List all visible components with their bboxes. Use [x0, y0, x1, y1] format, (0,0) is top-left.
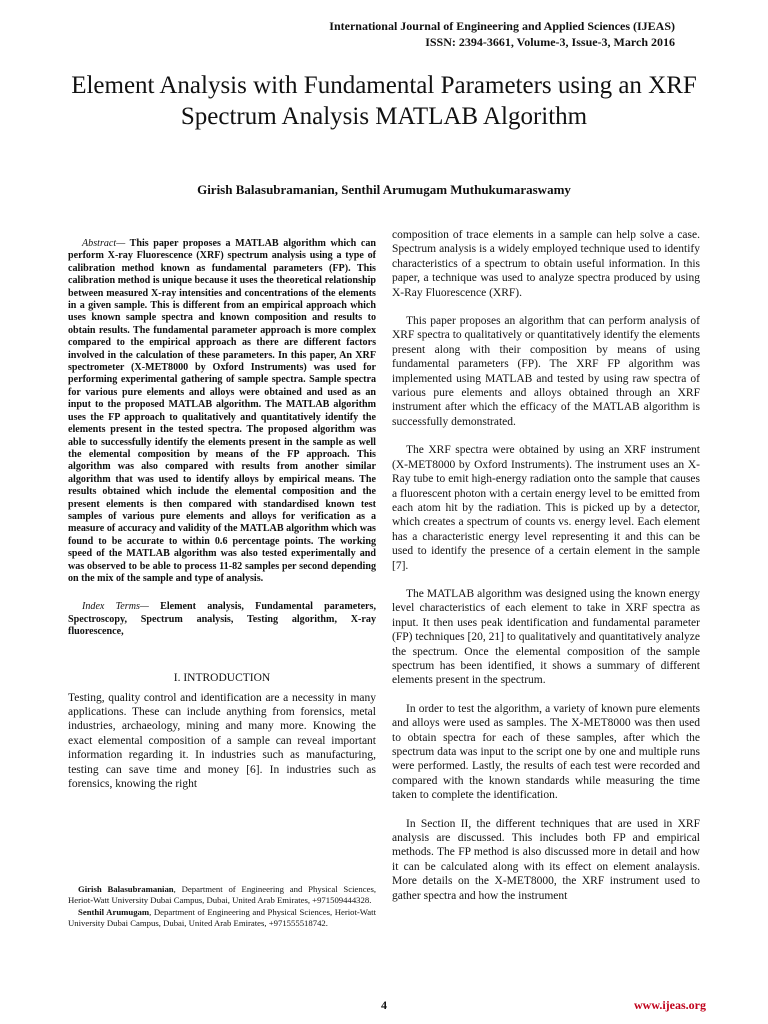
journal-name: International Journal of Engineering and Applied Sciences (IJEAS) — [329, 19, 675, 33]
abstract-label: Abstract— — [82, 238, 126, 249]
journal-website-link[interactable]: www.ijeas.org — [634, 998, 706, 1012]
right-paragraph-2: This paper proposes an algorithm that can perform analysis of XRF spectra to qualitatively or quantitatively identify the elements present along with their composition by means of using fundamental parameters (FP). The XRF FP algorithm was implemented using MATLAB and tested by using raw spectra of various pure elements and alloys obtained through an XRF instrument after which the efficacy of the MATLAB algorithm is successfully demonstrated. — [392, 315, 700, 428]
right-paragraph-4: The MATLAB algorithm was designed using the known energy level characteristics of each element to take in XRF spectra as input. It then uses peak identification and fundamental parameter (FP) techniques [20, 21] to qualitatively and quantitatively analyze the spectrum. Once the elemental composition of the sample spectrum has been identified, it shows a summary of different elements present in the spectrum. — [392, 587, 700, 687]
right-paragraph-6: In Section II, the different techniques that are used in XRF analysis are discussed. This includes both FP and empirical methods. The FP method is also discussed more in detail and how it can be calculated along with its effect on element analaysis. More details on the X-MET8000, the XRF instrument used to gather spectra and how the instrument — [392, 817, 700, 902]
footnote-author-2-name: Senthil Arumugam — [78, 907, 150, 917]
left-column — [68, 228, 376, 791]
right-paragraph-1: composition of trace elements in a sample can help solve a case. Spectrum analysis is a widely employed technique used to identify characteristics of a spectrum to obtain useful information. In this paper, a technique was used to analyze spectra produced by using X-Ray Fluorescence (XRF). — [392, 229, 700, 299]
journal-header — [329, 18, 675, 50]
footnote-author-1-text: , Department of Engineering and Physical Sciences, Heriot-Watt University Dubai Campus, Dubai, United Arab Emirates, +971509444328. — [68, 884, 377, 905]
paper-authors: Girish Balasubramanian, Senthil Arumugam Muthukumaraswamy — [197, 182, 571, 197]
right-column — [392, 228, 700, 917]
right-paragraph-5: In order to test the algorithm, a variety of known pure elements and alloys were used as samples. The X-MET8000 was then used to obtain spectra for each of these samples, after which the spectrum data was input to the script one by one and multiple runs were performed. Lastly, the results of each test were recorded and compared with the known standards while measuring the time taken to complete the identification. — [392, 702, 700, 802]
journal-issn: ISSN: 2394-3661, Volume-3, Issue-3, March 2016 — [425, 35, 675, 49]
right-paragraph-3: The XRF spectra were obtained by using an XRF instrument (X-MET8000 by Oxford Instruments). The instrument uses an X-Ray tube to emit high-energy radiation onto the sample that causes a fluorescent photon with a certain energy level to be emitted from each atom hit by the radiation. This is picked up by a detector, which creates a spectrum of counts vs. energy level. Each element has a characteristic energy level representing it and this can be used to identify the presence of a certain element in the sample [7]. — [392, 444, 700, 572]
page-number: 4 — [381, 998, 387, 1012]
introduction-heading: I. INTRODUCTION — [173, 671, 271, 684]
abstract — [68, 238, 376, 585]
footnote-author-2 — [68, 907, 376, 929]
introduction-text: Testing, quality control and identification are a necessity in many applications. These can include anything from forensics, metal industries, archaeology, mining and many more. Knowing the exact elemental composition of a sample can reveal important information regarding it. In industries such as manufacturing, testing can save time and money [6]. In industries such as forensics, knowing the right — [68, 691, 376, 791]
footnote-author-2-text: , Department of Engineering and Physical Sciences, Heriot-Watt University Dubai Campus, Dubai, United Arab Emirates, +971555518742. — [68, 907, 376, 928]
index-terms-text: Element analysis, Fundamental parameters, Spectroscopy, Spectrum analysis, Testing algorithm, X-ray fluorescence, — [68, 601, 376, 638]
author-footnote — [68, 884, 376, 930]
abstract-text: This paper proposes a MATLAB algorithm which can perform X-ray Fluorescence (XRF) spectrum analysis using a type of calibration method known as fundamental parameters (FP). This calibration method is unique because it uses the theoretical relationship between measured X-ray intensities and concentrations of the elements in a given sample. This is different from an empirical approach which uses known sample spectra and known composition and results to obtain results. The fundamental parameter approach is more complex compared to the empirical approach as there are different factors involved in the calculation of these parameters. In this paper, An XRF spectrometer (X-MET8000 by Oxford Instruments) was used for performing experimental gathering of sample spectra. Sample spectra for various pure elements and alloys were obtained and used as an input to the proposed MATLAB algorithm. The MATLAB algorithm uses the FP approach to qualitatively and quantitatively identify the elements present in the tested spectra. The proposed algorithm was able to successfully identify the elements present in the sample as well the elemental composition by means of the FP approach. This algorithm was also compared with results from another similar algorithm that was used to identify alloys by empirical means. The results obtained which include the elemental composition and the present elements is then compared with standardised known test samples of various pure elements and alloys for verification as a measure of accuracy and validity of the MATLAB algorithm which was found to be accurate to within 0.6 percentage points. The working speed of the MATLAB algorithm was also tested experimentally and was observed to be able to process 11-82 samples per second depending on the mix of the sample and type of analysis. — [68, 238, 376, 584]
footnote-author-1-name: Girish Balasubramanian — [78, 884, 174, 894]
index-terms — [68, 601, 376, 638]
paper-title: Element Analysis with Fundamental Parameters using an XRF Spectrum Analysis MATLAB Algorithm — [71, 72, 697, 130]
index-terms-label: Index Terms— — [82, 601, 149, 613]
footnote-author-1 — [68, 884, 376, 906]
